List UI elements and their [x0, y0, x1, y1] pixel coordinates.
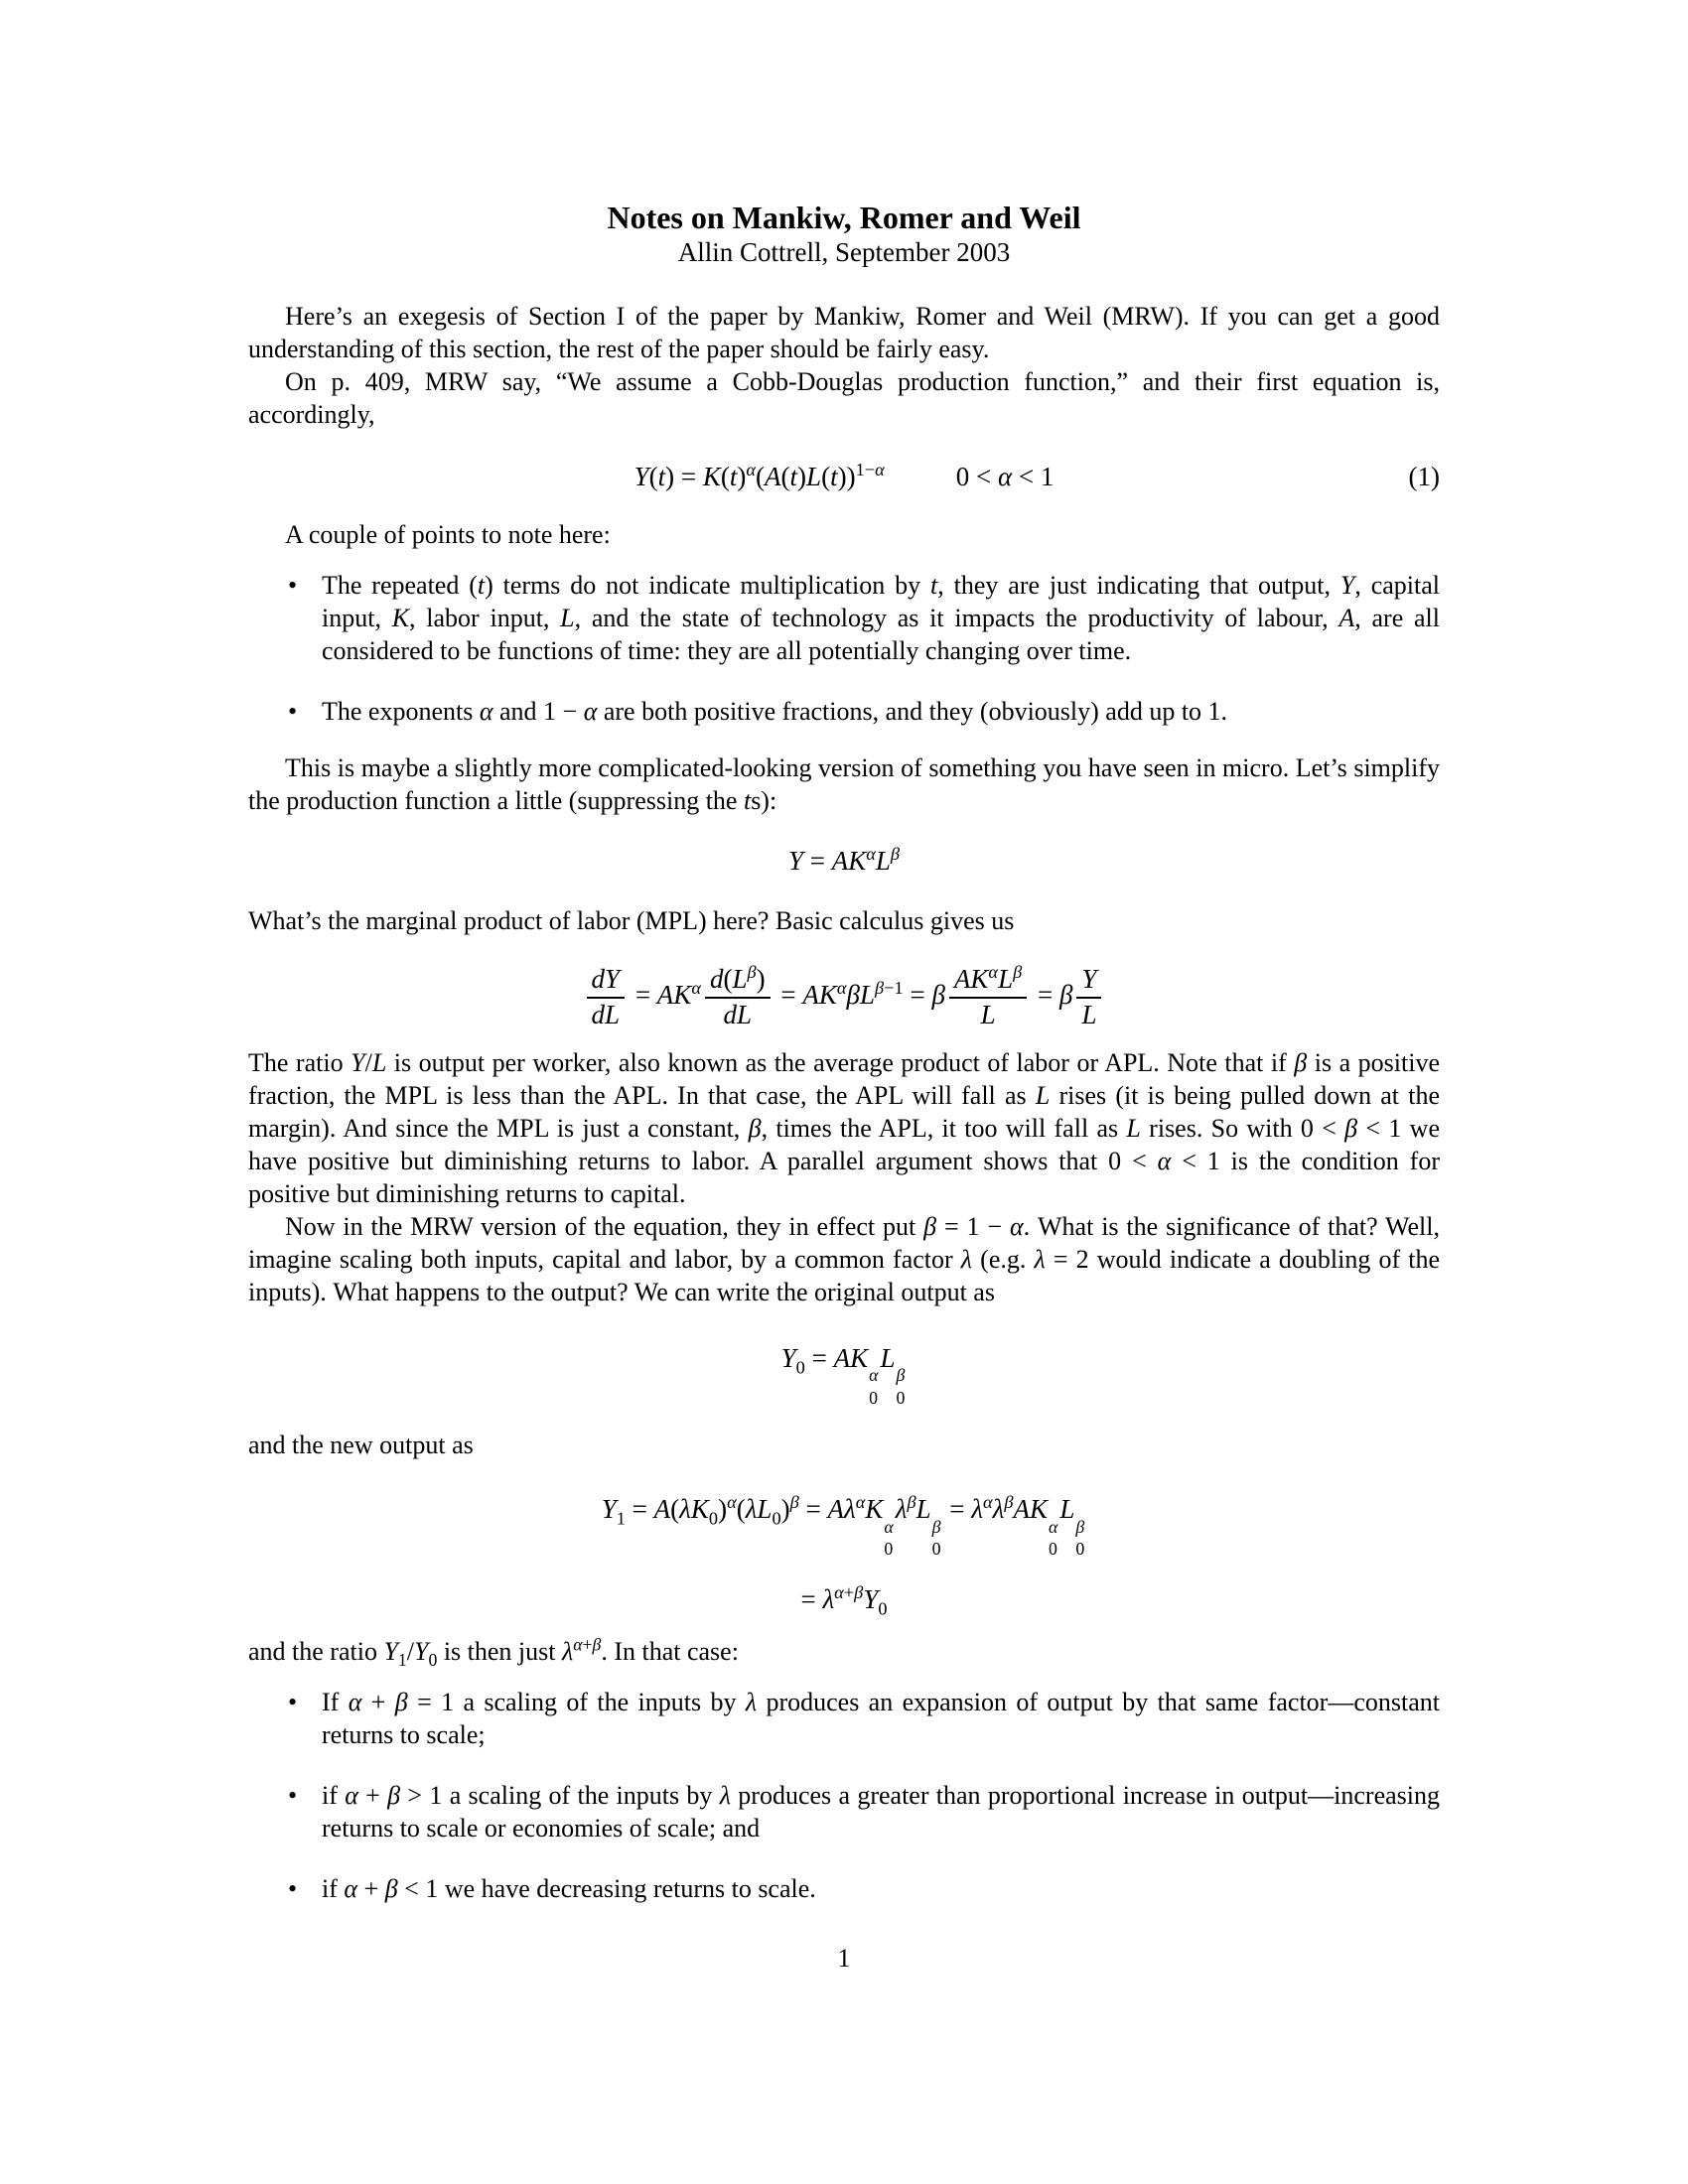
equation-new-output-line1 [248, 1483, 1440, 1560]
page-content [248, 0, 1440, 1929]
equation-number: (1) [1408, 462, 1440, 491]
points-intro-paragraph: A couple of points to note here: [285, 520, 611, 549]
list-item [322, 569, 1440, 667]
list-item [322, 1872, 1440, 1905]
points-list [248, 569, 1440, 728]
ratio-result-paragraph: and the ratio $Y_1/Y_0$ is then just $\lambda^{\alpha+\beta}$. In that case: [248, 1634, 739, 1671]
list-item [322, 695, 1440, 728]
mpl-question-paragraph: What’s the marginal product of labor (MPL) here? Basic calculus gives us [248, 906, 1015, 935]
list-item [322, 1779, 1440, 1844]
list-item [322, 1686, 1440, 1751]
equation-body: $Y(t) = K(t)^\alpha(A(t)L(t))^{1-\alpha}$ [633, 460, 885, 491]
new-output-paragraph: and the new output as [248, 1430, 474, 1459]
equation-new-output-line2 [248, 1577, 1440, 1621]
apl-discussion-paragraph: The ratio Y/L is output per worker, also known as the average product of labor or APL. Note that if β is a positive fraction, the MPL is less than the APL. In that case, the APL will fall as L rises (it is being pulled down at the margin). And since the MPL is just a constant, β, times the APL, it too will fall as L rises. So with 0 < β < 1 we have positive but diminishing returns to labor. A parallel argument shows that 0 < α < 1 is the condition for positive but diminishing returns to capital. [248, 1047, 1441, 1208]
equation-body: $Y_0$ = AK α 0 L β 0 [780, 1342, 906, 1408]
list-item-text: The exponents α and 1 − α are both positive fractions, and they (obviously) add up to 1. [322, 697, 1228, 726]
equation-body: = $\lambda^{\alpha+\beta}Y_0$ [800, 1582, 888, 1619]
page-number: 1 [837, 1944, 851, 1973]
list-item-text: The repeated (t) terms do not indicate multiplication by t, they are just indicating that output, Y, capital input, K, labor input, L, and the state of technology as it impacts the productivity of labour, A, are all considered to be functions of time: they are all potentially changing over time. [322, 571, 1440, 665]
equation-original-output [248, 1332, 1440, 1409]
cobb-douglas-paragraph: On p. 409, MRW say, “We assume a Cobb-Douglas production function,” and their first equation is, accordingly, [248, 367, 1440, 429]
list-item-text: if α + β < 1 we have decreasing returns to scale. [322, 1874, 816, 1904]
equation-production-function [248, 457, 1440, 496]
list-item-text: if α + β > 1 a scaling of the inputs by λ produces a greater than proportional increase in output—increasing returns to scale or economies of scale; and [322, 1781, 1440, 1843]
returns-to-scale-list [248, 1686, 1440, 1905]
equation-body: $\frac{dY}{dL}$ = $AK^\alpha$ $\frac{d(L^\beta)}{dL}$ = $AK^\alpha\beta L^{\beta-1} = \beta$ $\frac{AK^\alpha L^\beta}{L}$ = β $\frac{Y}{L}$ [583, 980, 1106, 1010]
intro-paragraph: Here’s an exegesis of Section I of the paper by Mankiw, Romer and Weil (MRW). If you can get a good understanding of this section, the rest of the paper should be fairly easy. [248, 302, 1440, 363]
author-line: Allin Cottrell, September 2003 [677, 237, 1011, 267]
equation-constraint: 0 < α < 1 [955, 462, 1055, 491]
equation-simple-production [248, 841, 1440, 881]
page-title: Notes on Mankiw, Romer and Weil [607, 200, 1081, 235]
equation-mpl [248, 963, 1440, 1032]
simplify-paragraph: This is maybe a slightly more complicated-looking version of something you have seen in micro. Let’s simplify the production function a little (suppressing the ts): [248, 753, 1440, 815]
mrw-version-paragraph: Now in the MRW version of the equation, they in effect put β = 1 − α. What is the significance of that? Well, imagine scaling both inputs, capital and labor, by a common factor λ (e.g. λ = 2 would indicate a doubling of the inputs). What happens to the output? We can write the original output as [248, 1211, 1440, 1306]
equation-body: $Y = AK^\alpha L^\beta$ [787, 844, 901, 876]
equation-body: $Y_1 = A(\lambda K_0)^\alpha(\lambda L_0)^\beta = A\lambda^\alpha K$ α 0 $\lambda^\beta L$ β 0 = $\lambda^\alpha\lambda^\beta AK$ α 0 L β 0 [601, 1491, 1085, 1559]
list-item-text: If α + β = 1 a scaling of the inputs by λ produces an expansion of output by that same factor—constant returns to scale; [322, 1688, 1440, 1750]
